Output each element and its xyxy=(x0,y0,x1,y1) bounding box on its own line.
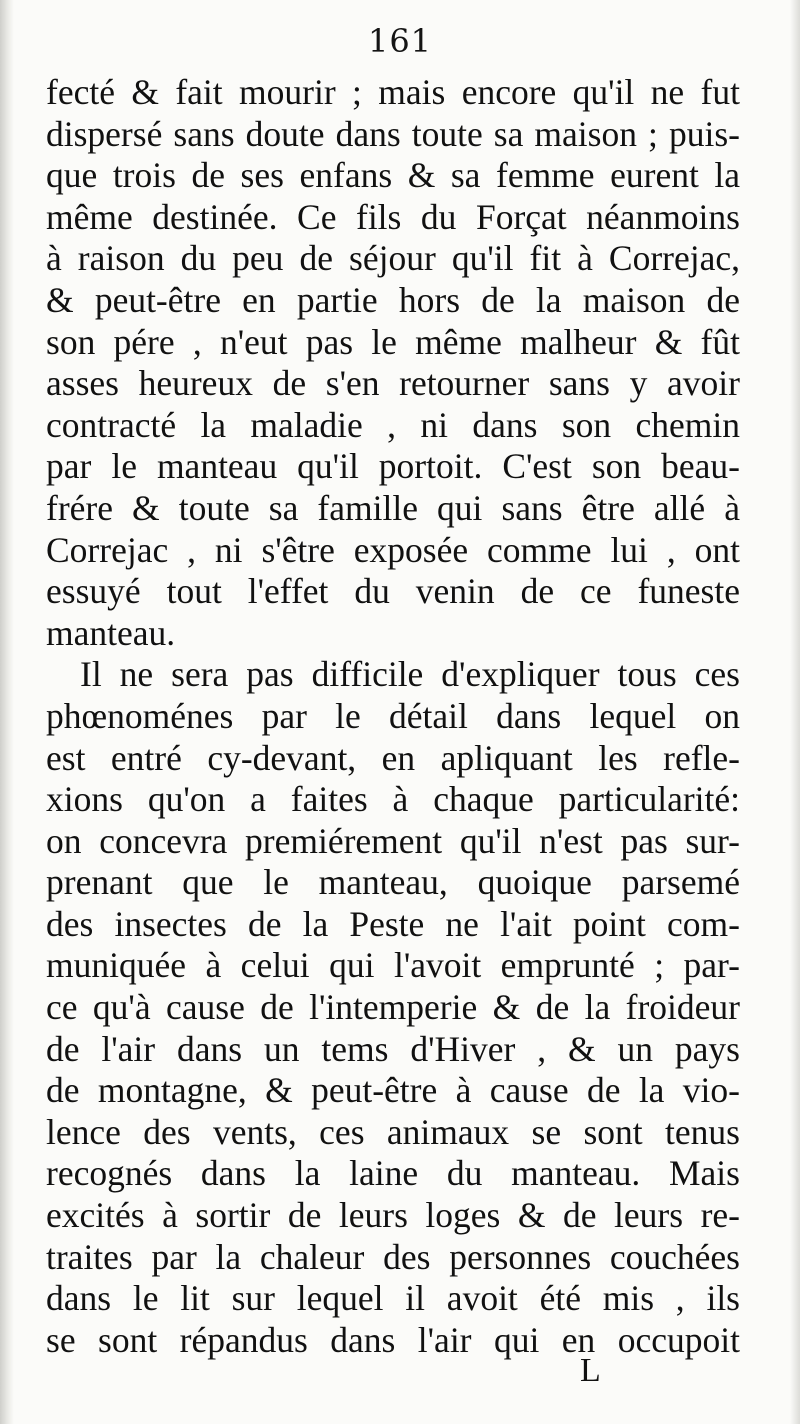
text-line: contracté la maladie , ni dans son chemin xyxy=(46,404,740,445)
signature-mark: L xyxy=(580,1352,601,1389)
page-number: 161 xyxy=(367,22,433,60)
text-line: recognés dans la laine du manteau. Mais xyxy=(46,1153,740,1194)
text-line: que trois de ses enfans & sa femme eurent la xyxy=(46,155,740,196)
body-text xyxy=(46,72,740,1361)
text-line: ce qu'à cause de l'intemperie & de la froideur xyxy=(46,987,740,1028)
text-line: muniquée à celui qui l'avoit emprunté ; par- xyxy=(46,945,740,986)
page-edge-shadow xyxy=(790,0,800,1424)
paragraph-end-line: manteau. xyxy=(46,612,176,653)
text-line: frére & toute sa famille qui sans être allé à xyxy=(46,487,740,528)
text-line: dans le lit sur lequel il avoit été mis , ils xyxy=(46,1278,740,1319)
page-gutter-shadow xyxy=(0,0,14,1424)
text-line: Correjac , ni s'être exposée comme lui , ont xyxy=(46,529,740,570)
text-line: phœnoménes par le détail dans lequel on xyxy=(46,695,740,736)
text-line: asses heureux de s'en retourner sans y avoir xyxy=(46,363,740,404)
text-line: fecté & fait mourir ; mais encore qu'il ne fut xyxy=(46,72,740,112)
text-line: par le manteau qu'il portoit. C'est son beau- xyxy=(46,446,740,487)
text-line: xions qu'on a faites à chaque particularité: xyxy=(46,779,740,820)
text-line: des insectes de la Peste ne l'ait point com- xyxy=(46,903,740,944)
text-line: on concevra premiérement qu'il n'est pas sur- xyxy=(46,820,740,861)
text-line: se sont répandus dans l'air qui en occupoit xyxy=(46,1319,740,1360)
text-line: son pére , n'eut pas le même malheur & fût xyxy=(46,321,740,362)
text-line: de montagne, & peut-être à cause de la vio- xyxy=(46,1070,740,1111)
text-line: dispersé sans doute dans toute sa maison ; puis- xyxy=(46,113,740,154)
text-line: traites par la chaleur des personnes couchées xyxy=(46,1236,740,1277)
text-line: essuyé tout l'effet du venin de ce funeste xyxy=(46,571,740,612)
text-line: même destinée. Ce fils du Forçat néanmoins xyxy=(46,196,740,237)
text-line: excités à sortir de leurs loges & de leurs re- xyxy=(46,1195,740,1236)
text-line: est entré cy-devant, en apliquant les refle- xyxy=(46,737,740,778)
paragraph-start-line: Il ne sera pas difficile d'expliquer tous ces xyxy=(80,654,740,695)
text-line: de l'air dans un tems d'Hiver , & un pays xyxy=(46,1028,740,1069)
text-line: lence des vents, ces animaux se sont tenus xyxy=(46,1111,740,1152)
text-line: à raison du peu de séjour qu'il fit à Correjac, xyxy=(46,238,740,279)
text-line: prenant que le manteau, quoique parsemé xyxy=(46,862,740,903)
text-line: & peut-être en partie hors de la maison de xyxy=(46,279,740,320)
